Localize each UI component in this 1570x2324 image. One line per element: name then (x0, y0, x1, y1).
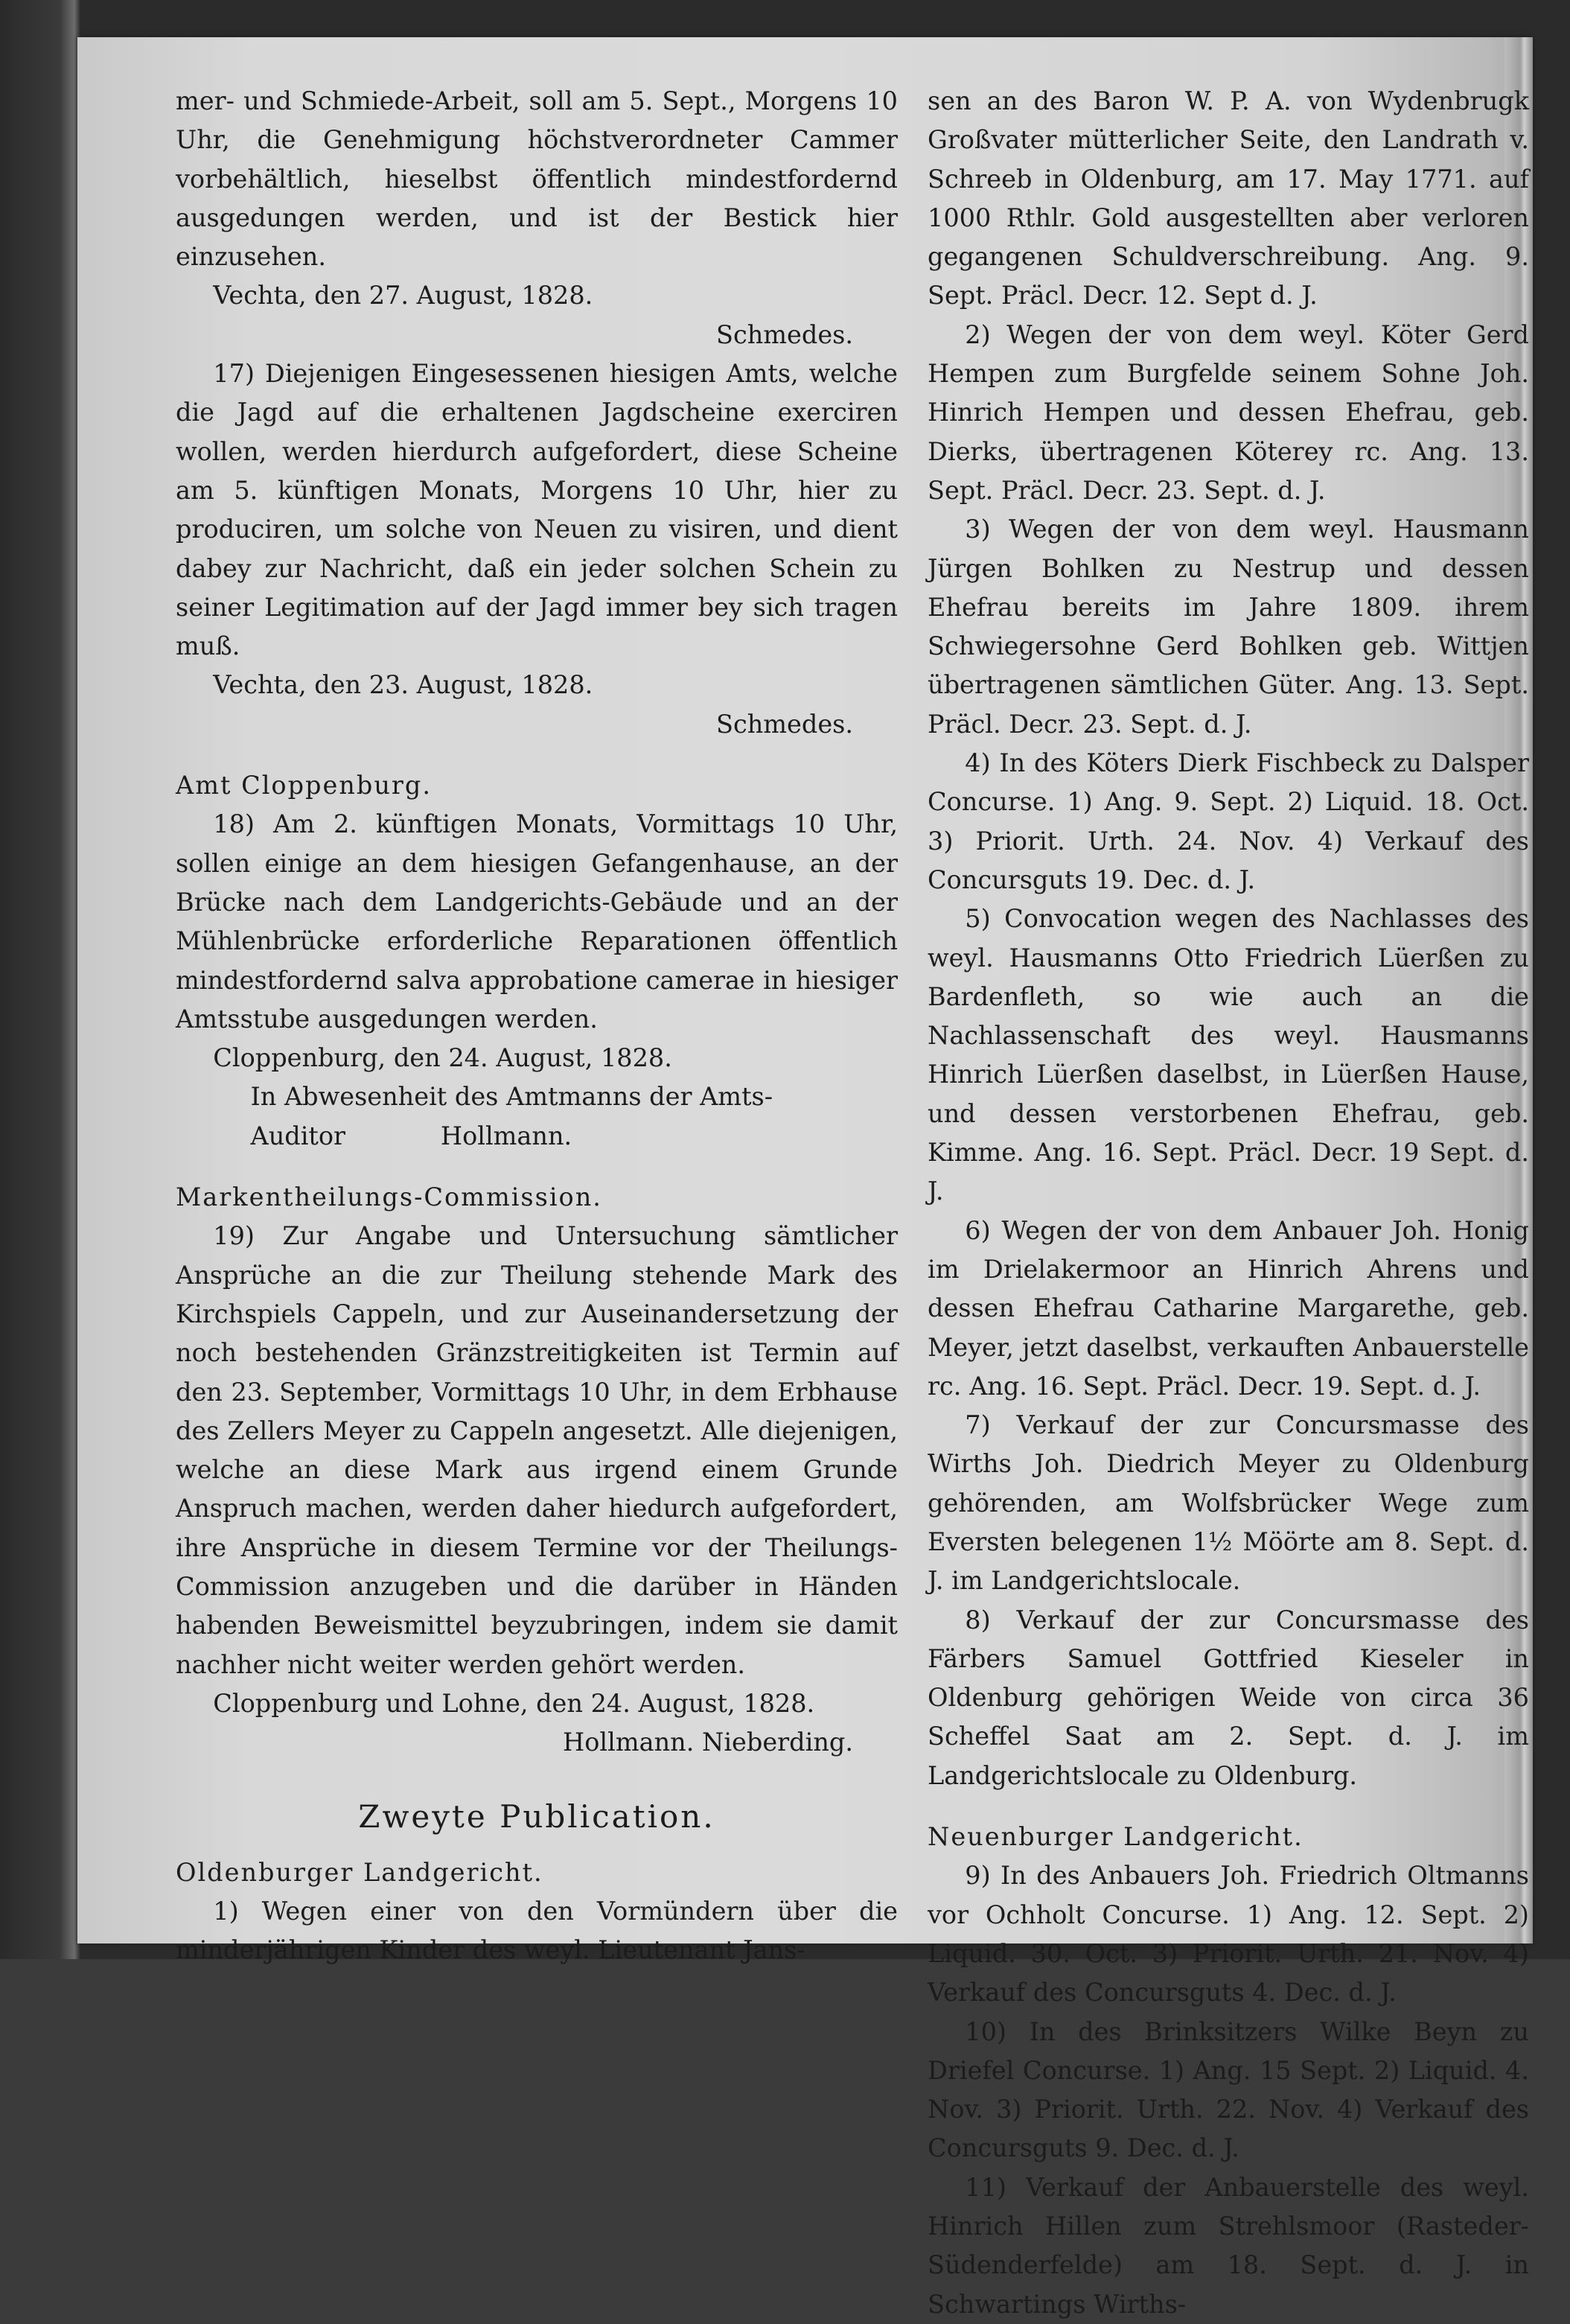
notice-17-text: 17) Diejenigen Eingesessenen hiesigen Amts, welche die Jagd auf die erhaltenen Jagdscheine exerciren wollen, werden hierdurch aufgefordert, diese Scheine am 5. künftigen Monats, Morgens 10 Uhr, hier zu produciren, um solche von Neuen zu visiren, und dient dabey zur Nachricht, daß ein jeder solchen Schein zu seiner Legitimation auf der Jagd immer bey sich tragen muß. (176, 359, 898, 661)
notice-19-text: 19) Zur Angabe und Untersuchung sämtlicher Ansprüche an die zur Theilung stehende Mark des Kirchspiels Cappeln, und zur Auseinandersetzung der noch bestehenden Gränzstreitigkeiten ist Termin auf den 23. September, Vormittags 10 Uhr, in dem Erbhause des Zellers Meyer zu Cappeln angesetzt. Alle diejenigen, welche an diese Mark aus irgend einem Grunde Anspruch machen, werden daher hiedurch aufgefordert, ihre Ansprüche in diesem Termine vor der Theilungs-Commission anzugeben und die darüber in Händen habenden Beweismittel beyzubringen, indem sie damit nachher nicht weiter werden gehört werden. (176, 1221, 898, 1679)
notice-17-signature: Schmedes. (716, 709, 853, 739)
section-heading-markentheilungs: Markentheilungs-Commission. (176, 1182, 602, 1212)
notice-16-signature: Schmedes. (716, 319, 853, 349)
notice-19-signature: Hollmann. Nieberding. (563, 1728, 853, 1757)
publication-1-continued: sen an des Baron W. P. A. von Wydenbrugk Großvater mütterlicher Seite, den Landrath v. Schreeb in Oldenburg, am 17. May 1771. auf 1000 Rthlr. Gold ausgestellten aber verloren gegangenen Schuldverschreibung. Ang. 9. Sept. Präcl. Decr. 12. Sept d. J. (928, 86, 1529, 311)
section-heading-oldenburger-landgericht: Oldenburger Landgericht. (176, 1857, 543, 1887)
publication-8-text: 8) Verkauf der zur Concursmasse des Färbers Samuel Gottfried Kieseler in Oldenburg gehörigen Weide von circa 36 Scheffel Saat am 2. Sept. d. J. im Landgerichtslocale zu Oldenburg. (928, 1605, 1529, 1790)
right-column (928, 82, 1529, 2324)
section-heading-neuenburger-landgericht: Neuenburger Landgericht. (928, 1822, 1303, 1852)
section-heading-zweyte-publication: Zweyte Publication. (358, 1798, 715, 1836)
left-column (176, 82, 898, 1970)
publication-2-text: 2) Wegen der von dem weyl. Köter Gerd Hempen zum Burgfelde seinem Sohne Joh. Hinrich Hempen und dessen Ehefrau, geb. Dierks, übertragenen Köterey rc. Ang. 13. Sept. Präcl. Decr. 23. Sept. d. J. (928, 319, 1529, 505)
notice-18-signature-line1: In Abwesenheit des Amtmanns der Amts- (250, 1082, 773, 1112)
notice-16-text: mer- und Schmiede-Arbeit, soll am 5. Sept., Morgens 10 Uhr, die Genehmigung höchstverordneter Cammer vorbehältlich, hieselbst öffentlich mindestfordernd ausgedungen werden, und ist der Bestick hier einzusehen. (176, 86, 898, 272)
notice-18-text: 18) Am 2. künftigen Monats, Vormittags 10 Uhr, sollen einige an dem hiesigen Gefangenhause, an der Brücke nach dem Landgerichts-Gebäude und an der Mühlenbrücke erforderliche Reparationen öffentlich mindestfordernd salva approbatione camerae in hiesiger Amtsstube ausgedungen werden. (176, 809, 898, 1034)
section-heading-amt-cloppenburg: Amt Cloppenburg. (176, 771, 433, 800)
publication-4-text: 4) In des Köters Dierk Fischbeck zu Dalsper Concurse. 1) Ang. 9. Sept. 2) Liquid. 18. Oct. 3) Priorit. Urth. 24. Nov. 4) Verkauf des Concursguts 19. Dec. d. J. (928, 748, 1529, 894)
publication-7-text: 7) Verkauf der zur Concursmasse des Wirths Joh. Diedrich Meyer zu Oldenburg gehörenden, am Wolfsbrücker Wege zum Eversten belegenen 1½ Möörte am 8. Sept. d. J. im Landgerichtslocale. (928, 1410, 1529, 1596)
publication-3-text: 3) Wegen der von dem weyl. Hausmann Jürgen Bohlken zu Nestrup und dessen Ehefrau bereits im Jahre 1809. ihrem Schwiegersohne Gerd Bohlken geb. Wittjen übertragenen sämtlichen Güter. Ang. 13. Sept. Präcl. Decr. 23. Sept. d. J. (928, 515, 1529, 739)
notice-18-signature-line2: Auditor Hollmann. (250, 1121, 572, 1150)
publication-11-text: 11) Verkauf der Anbauerstelle des weyl. Hinrich Hillen zum Strehlsmoor (Rasteder-Südenderfelde) am 18. Sept. d. J. in Schwartings Wirths- (928, 2172, 1529, 2319)
publication-6-text: 6) Wegen der von dem Anbauer Joh. Honig im Drielakermoor an Hinrich Ahrens und dessen Ehefrau Catharine Margarethe, geb. Meyer, jetzt daselbst, verkauften Anbauerstelle rc. Ang. 16. Sept. Präcl. Decr. 19. Sept. d. J. (928, 1215, 1529, 1401)
notice-16-date: Vechta, den 27. August, 1828. (213, 281, 593, 311)
notice-17-date: Vechta, den 23. August, 1828. (213, 670, 593, 700)
publication-5-text: 5) Convocation wegen des Nachlasses des weyl. Hausmanns Otto Friedrich Lüerßen zu Bardenfleth, so wie auch an die Nachlassenschaft des weyl. Hausmanns Hinrich Lüerßen daselbst, in Lüerßen Hause, und dessen verstorbenen Ehefrau, geb. Kimme. Ang. 16. Sept. Präcl. Decr. 19 Sept. d. J. (928, 904, 1529, 1206)
notice-19-date: Cloppenburg und Lohne, den 24. August, 1828. (213, 1688, 815, 1718)
notice-18-date: Cloppenburg, den 24. August, 1828. (213, 1043, 672, 1073)
publication-10-text: 10) In des Brinksitzers Wilke Beyn zu Driefel Concurse. 1) Ang. 15 Sept. 2) Liquid. 4. Nov. 3) Priorit. Urth. 22. Nov. 4) Verkauf des Concursguts 9. Dec. d. J. (928, 2016, 1529, 2163)
publication-9-text: 9) In des Anbauers Joh. Friedrich Oltmanns vor Ochholt Concurse. 1) Ang. 12. Sept. 2) Liquid. 30. Oct. 3) Priorit. Urth. 21. Nov. 4) Verkauf des Concursguts 4. Dec. d. J. (928, 1861, 1529, 2008)
publication-1-text: 1) Wegen einer von den Vormündern über die minderjährigen Kinder des weyl. Lieutenant Jans- (176, 1897, 898, 1965)
